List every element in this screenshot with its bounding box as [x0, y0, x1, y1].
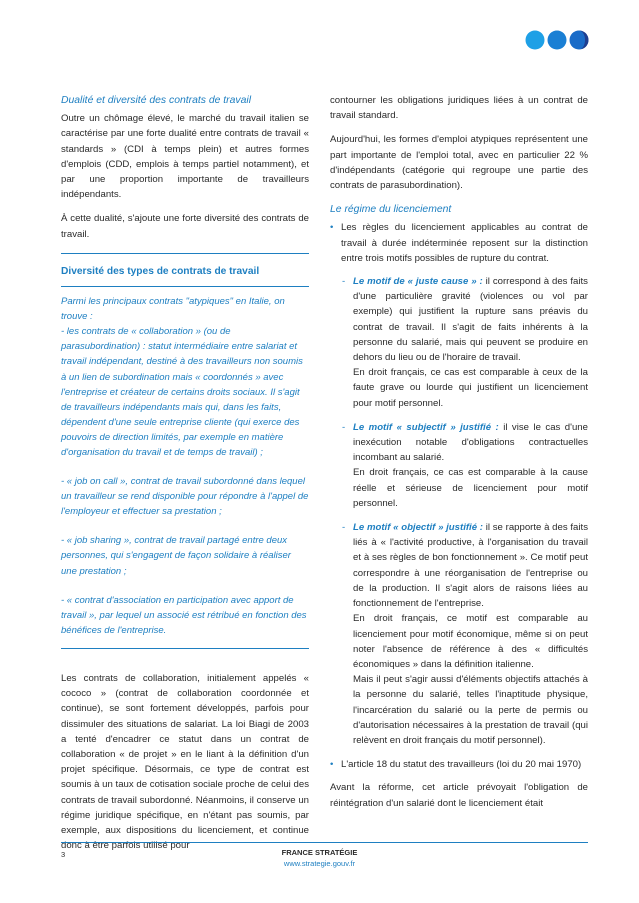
sub-item-subjectif: [330, 420, 588, 511]
sub-item-fr: En droit français, ce cas est comparable à la cause réelle et sérieuse de licenciement pour motif personnel.: [353, 467, 588, 509]
logo-dot-1: [526, 31, 545, 50]
paragraph: À cette dualité, s'ajoute une forte diversité des contrats de travail.: [61, 213, 309, 240]
footer-url-link[interactable]: www.strategie.gouv.fr: [283, 859, 356, 868]
box-body: [61, 287, 309, 648]
footer-divider: [61, 842, 588, 843]
dash: -: [342, 276, 346, 288]
box-title: Diversité des types de contrats de travail: [61, 254, 309, 287]
sub-item-text: il vise le cas d'une inexécution notable d'obligations contractuelles incombant au salarié.: [353, 421, 588, 464]
right-column: [330, 93, 588, 820]
paragraph: Avant la réforme, cet article prévoyait l'obligation de réintégration d'un salarié dont le licenciement était: [330, 782, 588, 809]
left-column: [61, 93, 309, 862]
sub-item-text: il correspond à des faits d'une particulière gravité (violences ou vol par exemple) qui justifient la rupture sans préavis du contrat de travail. Il s'agit de faits inhérents à la personne du salarié, mais qui peuvent se produire en dehors du lieu ou de l'horaire de travail.: [353, 276, 588, 364]
sub-item-lead: Le motif « objectif » justifié :: [353, 522, 483, 534]
france-strategie-logo: [525, 30, 591, 50]
paragraph: Outre un chômage élevé, le marché du travail italien se caractérise par une forte dualité entre contrats de travail « standards » (CDI à temps plein) et autres formes d'emplois (CDD, emplois à temps partiel notamment), et par une proportion importante de travailleurs indépendants.: [61, 113, 309, 201]
contract-types-box: [61, 253, 309, 649]
box-paragraph: [61, 294, 309, 460]
dash: -: [342, 421, 346, 433]
box-intro: Parmi les principaux contrats "atypiques" en Italie, on trouve :: [61, 296, 285, 323]
box-item: - « contrat d'association en participation avec apport de travail », par lequel un associé est rétribué en fonction des bénéfices de l'entreprise.: [61, 594, 307, 636]
sub-item-lead: Le motif « subjectif » justifié :: [353, 421, 499, 433]
sub-item-juste-cause: [330, 274, 588, 411]
dash: -: [342, 522, 346, 534]
paragraph: Les contrats de collaboration, initialement appelés « cococo » (contrat de collaboration coordonnée et continue), se sont fortement développés, parfois pour dissimuler des situations de salariat. La loi Biagi de 2003 a tenté d'encadrer ce statut dans un contrat de collaboration « de projet » en le liant à la définition d'un projet spécifique. Désormais, ce type de contrat est soumis à un taux de cotisation sociale proche de celui des contrats de travail subordonné. Néanmoins, il conserve un régime juridique spécifique, en n'étant pas soumis, par exemple, aux dispositions du licenciement, et continue donc à être parfois utilisé pour: [61, 672, 309, 852]
sub-item-fr: En droit français, ce motif est comparable au licenciement pour motif économique, même si on peut noter l'absence de référence à des « difficultés économiques » dans la définition italienne.: [353, 613, 588, 670]
sub-item-fr: Mais il peut s'agir aussi d'éléments objectifs attachés à la personne du salarié, telles l'inaptitude physique, l'incarcération du salarié ou la perte de permis ou d'autorisation nécessaires à la prestation de travail (qui relèvent en droit français du motif personnel).: [353, 674, 588, 746]
paragraph: contourner les obligations juridiques liées à un contrat de travail standard.: [330, 95, 588, 122]
box-item: - « job on call », contrat de travail subordonné dans lequel un travailleur se rend disponible pour répondre à l'appel de l'employeur et effectuer sa prestation ;: [61, 476, 309, 518]
page-number: 3: [61, 850, 66, 859]
sub-item-lead: Le motif de « juste cause » :: [353, 276, 483, 288]
sub-item-objectif: [330, 520, 588, 748]
footer-brand: FRANCE STRATÉGIE: [281, 848, 358, 857]
box-item: - les contrats de « collaboration » (ou de parasubordination) : statut intermédiaire entre salariat et travail indépendant, destiné à des travailleurs non soumis à un lien de subordination mais « coordonnés » avec l'entreprise et créateur de certains droits sociaux. Il s'agit de travailleurs indépendants mais qui, dans les faits, dépendent d'une seule entreprise cliente (qui exerce des pouvoirs de direction limités, par exemple en matière d'organisation du travail et de temps de travail) ;: [61, 326, 303, 458]
bullet-item: • L'article 18 du statut des travailleurs (loi du 20 mai 1970): [330, 757, 588, 772]
paragraph: Aujourd'hui, les formes d'emploi atypiques représentent une part importante de l'emploi total, avec en particulier 22 % d'indépendants (catégorie qui regroupe une partie des contrats de parasubordination).: [330, 134, 588, 192]
bullet-item: • Les règles du licenciement applicables au contrat de travail à durée indéterminée reposent sur la distinction entre trois motifs possibles de rupture du contrat.: [330, 220, 588, 266]
section-title-licenciement: Le régime du licenciement: [330, 204, 452, 216]
logo-dot-2: [548, 31, 567, 50]
sub-item-text: il se rapporte à des faits liés à « l'activité productive, à l'organisation du travail et à ses règles de bon fonctionnement ». Ce motif peut correspondre à une réorganisation de l'entreprise ou de la production. Il s'agit alors de raisons liées au fonctionnement de l'entreprise.: [353, 522, 588, 610]
section-title-dualite: Dualité et diversité des contrats de travail: [61, 95, 252, 106]
box-item: - « job sharing », contrat de travail partagé entre deux personnes, qui s'engagent de façon solidaire à réaliser une prestation ;: [61, 535, 291, 577]
sub-item-fr: En droit français, ce cas est comparable à ceux de la faute grave ou lourde qui justifient un licenciement pour motif personnel.: [353, 367, 588, 409]
